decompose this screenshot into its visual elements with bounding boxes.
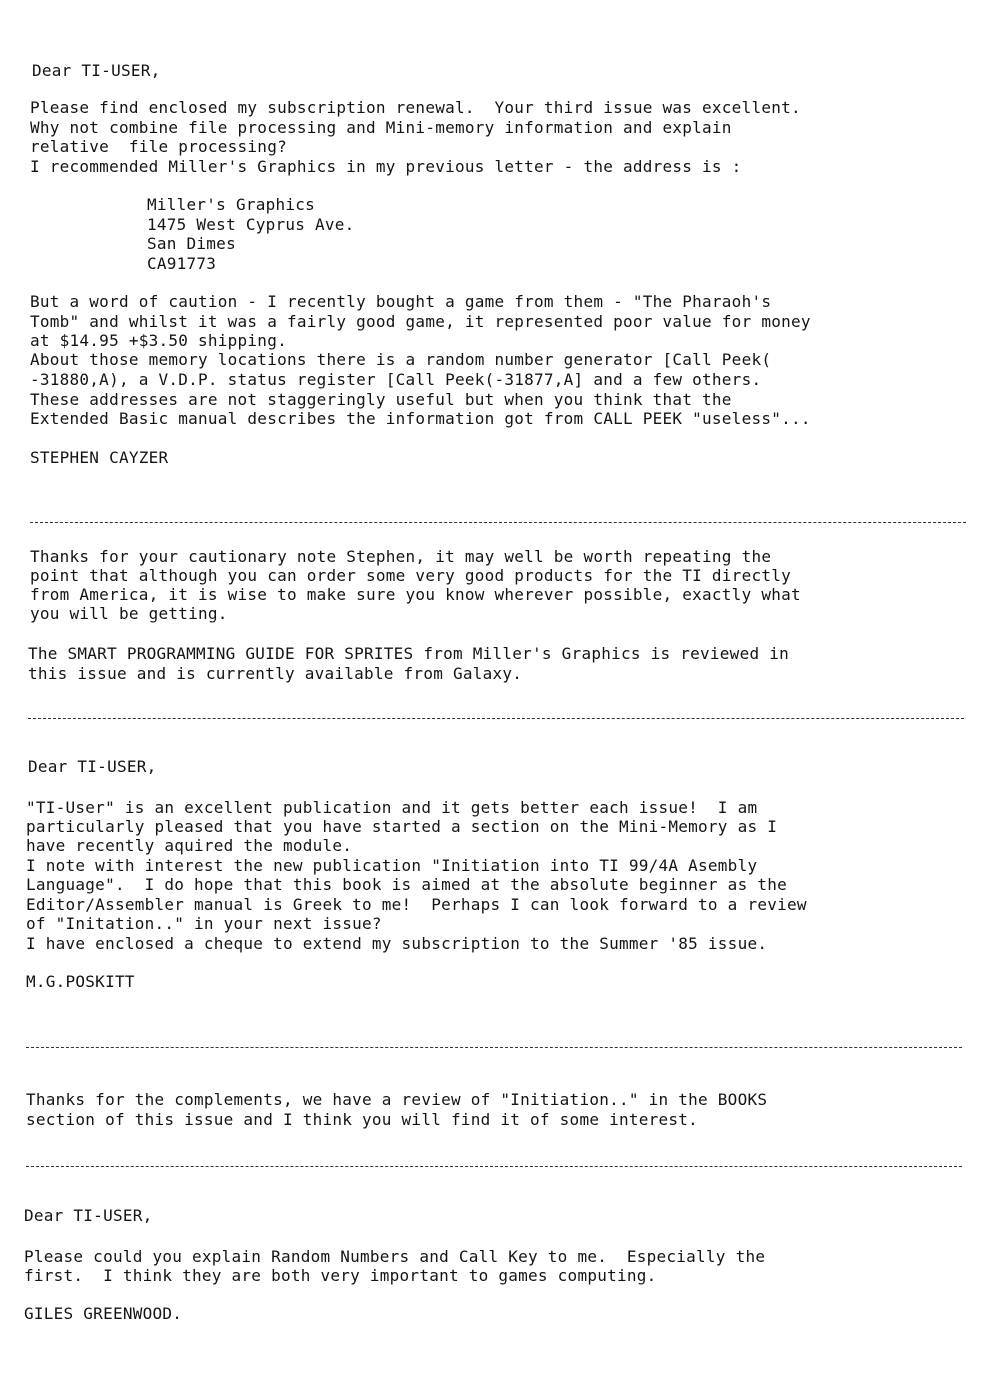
address-line-1: Miller's Graphics [147,195,316,214]
letter-1-caution-1: But a word of caution - I recently bought a game from them - "The Pharaoh's [30,292,772,311]
reply-1-line-2: point that although you can order some very good products for the TI directly [30,566,791,585]
letter-2-line-6: Editor/Assembler manual is Greek to me! Perhaps I can look forward to a review [26,895,807,914]
reply-1-line-3: from America, it is wise to make sure you know wherever possible, exactly what [30,585,801,604]
signature-3: GILES GREENWOOD. [24,1304,183,1323]
address-line-4: CA91773 [147,254,217,273]
letter-2-line-1: "TI-User" is an excellent publication and it gets better each issue! I am [26,798,758,817]
salutation-2: Dear TI-USER, [28,757,157,776]
letter-1-caution-5: -31880,A), a V.D.P. status register [Call Peek(-31877,A] and a few others. [30,370,762,389]
letter-1-line-2: Why not combine file processing and Mini-memory information and explain [30,118,732,137]
letter-3-line-2: first. I think they are both very important to games computing. [24,1266,657,1285]
dashed-divider-3 [26,1047,962,1048]
letter-1-caution-3: at $14.95 +$3.50 shipping. [30,331,287,350]
reply-1-line-6: this issue and is currently available from Galaxy. [28,664,523,683]
address-line-2: 1475 West Cyprus Ave. [147,215,355,234]
dashed-divider-1 [30,522,966,523]
reply-1-line-5: The SMART PROGRAMMING GUIDE FOR SPRITES from Miller's Graphics is reviewed in [28,644,789,663]
letter-2-line-7: of "Initation.." in your next issue? [26,914,382,933]
salutation-1: Dear TI-USER, [32,61,161,80]
reply-2-line-2: section of this issue and I think you will find it of some interest. [26,1110,699,1129]
reply-1-line-4: you will be getting. [30,604,228,623]
letter-3-line-1: Please could you explain Random Numbers and Call Key to me. Especially the [24,1247,766,1266]
dashed-divider-4 [26,1166,962,1167]
letter-2-line-2: particularly pleased that you have started a section on the Mini-Memory as I [26,817,778,836]
letter-2-line-4: I note with interest the new publication "Initiation into TI 99/4A Asembly [26,856,758,875]
letter-1-caution-7: Extended Basic manual describes the information got from CALL PEEK "useless"... [30,409,811,428]
letter-2-line-3: have recently aquired the module. [26,836,353,855]
reply-2-line-1: Thanks for the complements, we have a review of "Initiation.." in the BOOKS [26,1090,768,1109]
salutation-3: Dear TI-USER, [24,1206,153,1225]
letter-1-caution-2: Tomb" and whilst it was a fairly good game, it represented poor value for money [30,312,811,331]
address-line-3: San Dimes [147,234,236,253]
letter-1-caution-4: About those memory locations there is a random number generator [Call Peek( [30,350,772,369]
signature-1: STEPHEN CAYZER [30,448,169,467]
letter-1-line-4: I recommended Miller's Graphics in my previous letter - the address is : [30,157,742,176]
letter-1-caution-6: These addresses are not staggeringly useful but when you think that the [30,390,732,409]
letter-2-line-8: I have enclosed a cheque to extend my subscription to the Summer '85 issue. [26,934,768,953]
letter-2-line-5: Language". I do hope that this book is aimed at the absolute beginner as the [26,875,787,894]
reply-1-line-1: Thanks for your cautionary note Stephen, it may well be worth repeating the [30,547,772,566]
dashed-divider-2 [28,718,964,719]
letter-1-line-3: relative file processing? [30,137,287,156]
signature-2: M.G.POSKITT [26,972,135,991]
letter-1-line-1: Please find enclosed my subscription renewal. Your third issue was excellent. [30,98,801,117]
